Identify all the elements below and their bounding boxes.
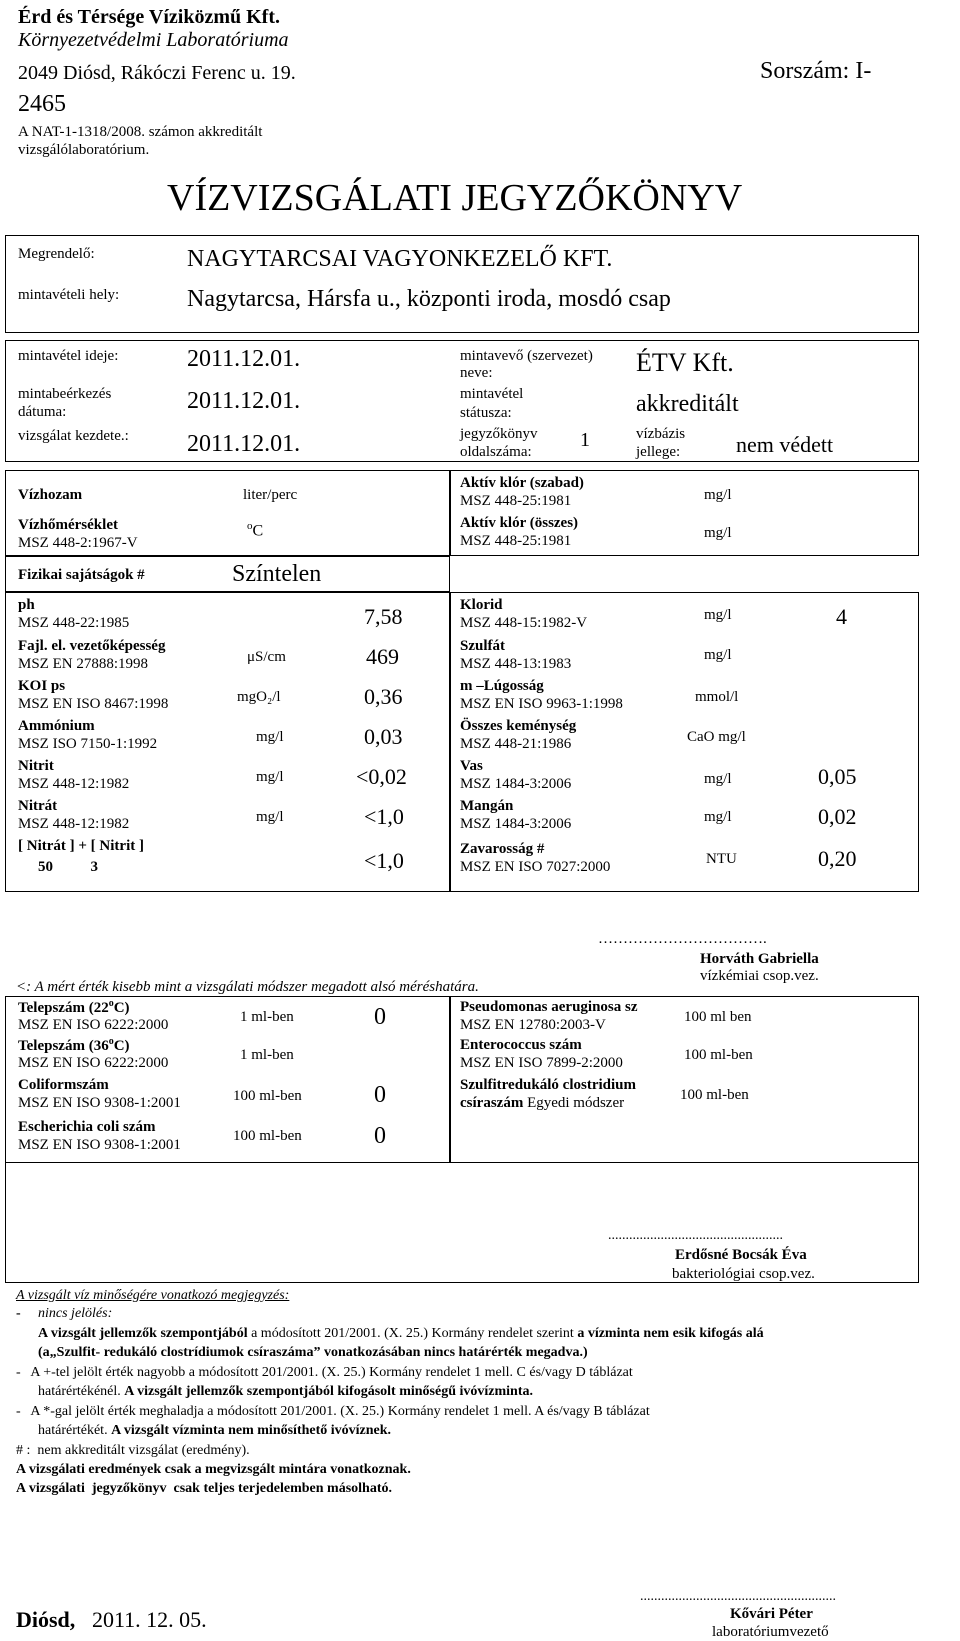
chem-right-unit-6: NTU (706, 851, 737, 867)
chem-signature-role: vízkémiai csop.vez. (700, 968, 819, 984)
chem-signature-dots: ……………………………. (598, 931, 767, 947)
lab-name: Környezetvédelmi Laboratóriuma (18, 29, 289, 51)
chem-left-value-3: 0,03 (364, 724, 403, 749)
note-2-line-1: - A +-tel jelölt érték nagyobb a módosított 201/2001. (X. 25.) Kormány rendelet 1 mell. C és/vagy D táblázat (16, 1365, 633, 1380)
arrival-label-1: mintabeérkezés (18, 386, 112, 402)
micro-right-name-2: Szulfitredukáló clostridium (460, 1077, 636, 1093)
chem-right-unit-5: mg/l (704, 809, 732, 825)
temp-label: Vízhőmérséklet (18, 517, 118, 533)
props-label: Fizikai sajátságok # (18, 567, 145, 583)
note-1-bold-2: a vízminta nem esik kifogás alá (577, 1326, 764, 1341)
sampler-label-1: mintavevő (szervezet) (460, 348, 593, 364)
micro-right-unit-1: 100 ml-ben (684, 1047, 753, 1063)
temp-unit-sup: o (247, 520, 253, 532)
chem-left-name-1: Fajl. el. vezetőképesség (18, 638, 166, 654)
micro-left-name-0-text: Telepszám (22 (18, 1000, 109, 1016)
footer-signature-name: Kővári Péter (730, 1606, 813, 1622)
note-2-line-2 (38, 1384, 533, 1401)
micro-lower-box (5, 1163, 919, 1283)
micro-left-name-0-end: C) (113, 1000, 130, 1016)
chem-left-method-4: MSZ 448-12:1982 (18, 776, 130, 792)
note-1-dash: - (16, 1306, 21, 1321)
chem-right-value-4: 0,05 (818, 764, 857, 789)
micro-left-name-1 (18, 1036, 130, 1055)
chem-left-name-2: KOI ps (18, 678, 66, 694)
page-title: VÍZVIZSGÁLATI JEGYZŐKÖNYV (167, 177, 743, 219)
temp-method: MSZ 448-2:1967-V (18, 535, 138, 551)
temp-unit-text: C (252, 522, 264, 540)
note-1-label: nincs jelölés: (38, 1306, 113, 1321)
chem-right-name-2: m –Lúgosság (460, 678, 544, 694)
micro-right-name-0: Pseudomonas aeruginosa sz (460, 999, 638, 1015)
chem-right-unit-0: mg/l (704, 607, 732, 623)
start-value: 2011.12.01. (187, 431, 301, 457)
chem-left-unit-5: mg/l (256, 809, 284, 825)
micro-right-unit-0: 100 ml ben (684, 1009, 752, 1025)
temp-unit (247, 520, 263, 541)
micro-left-name-0-sup: o (108, 998, 114, 1009)
micro-left-unit-3: 100 ml-ben (233, 1128, 302, 1144)
chlorine-total-unit: mg/l (704, 525, 732, 541)
chem-right-method-3: MSZ 448-21:1986 (460, 736, 572, 752)
sampling-time-value: 2011.12.01. (187, 346, 301, 372)
note-2-bold: A vizsgált jellemzők szempontjából kifogásolt minőségű ivóvízminta. (124, 1384, 533, 1399)
micro-left-name-0 (18, 998, 130, 1017)
ratio-divisors: 50 3 (38, 859, 98, 875)
bio-signature-dots: .................................................. (608, 1228, 783, 1243)
chem-right-method-1: MSZ 448-13:1983 (460, 656, 572, 672)
accreditation-line-1: A NAT-1-1318/2008. számon akkreditált (18, 124, 263, 140)
chem-left-method-0: MSZ 448-22:1985 (18, 615, 130, 631)
note-3-line-1: - A *-gal jelölt érték meghaladja a módosított 201/2001. (X. 25.) Kormány rendelet 1 mell. A és/vagy B táblázat (16, 1404, 650, 1419)
chem-right-value-0: 4 (836, 604, 847, 629)
chem-right-method-5: MSZ 1484-3:2006 (460, 816, 572, 832)
chem-left-name-0: ph (18, 597, 35, 613)
micro-left-value-0: 0 (374, 1004, 386, 1030)
serial-number: 2465 (18, 91, 66, 117)
chem-right-unit-1: mg/l (704, 647, 732, 663)
micro-right-method-0: MSZ EN 12780:2003-V (460, 1017, 606, 1033)
note-6: A vizsgálati jegyzőkönyv csak teljes terjedelemben másolható. (16, 1481, 392, 1496)
chem-right-unit-2: mmol/l (695, 689, 739, 705)
micro-left-method-2: MSZ EN ISO 9308-1:2001 (18, 1095, 181, 1111)
footer-signature-role: laboratóriumvezető (712, 1624, 829, 1640)
note-4: # : nem akkreditált vizsgálat (eredmény). (16, 1443, 250, 1458)
pages-value: 1 (580, 429, 590, 451)
company-name: Érd és Térsége Víziközmű Kft. (18, 6, 281, 28)
chem-right-name-5: Mangán (460, 798, 514, 814)
ratio-formula: [ Nitrát ] + [ Nitrit ] (18, 838, 144, 854)
serial-label: Sorszám: I- (760, 58, 872, 84)
pages-label-1: jegyzőkönyv (460, 426, 538, 442)
chlorine-free-unit: mg/l (704, 487, 732, 503)
chem-left-method-1: MSZ EN 27888:1998 (18, 656, 149, 672)
chem-right-value-5: 0,02 (818, 804, 857, 829)
chem-right-method-4: MSZ 1484-3:2006 (460, 776, 572, 792)
base-label-1: vízbázis (636, 426, 686, 442)
note-2-text: határértékénél. (38, 1384, 125, 1399)
chem-left-method-5: MSZ 448-12:1982 (18, 816, 130, 832)
sampler-label-2: neve: (460, 365, 493, 381)
detection-limit-note: <: A mért érték kisebb mint a vizsgálati módszer megadott alsó méréshatára. (16, 979, 479, 995)
site-label: mintavételi hely: (18, 287, 120, 303)
chem-left-value-5: <1,0 (364, 804, 404, 829)
micro-left-method-1: MSZ EN ISO 6222:2000 (18, 1055, 169, 1071)
orderer-value: NAGYTARCSAI VAGYONKEZELŐ KFT. (187, 246, 613, 272)
footer-place: Diósd, (16, 1607, 76, 1632)
status-value: akkreditált (636, 391, 739, 417)
micro-left-value-2: 0 (374, 1082, 386, 1108)
chem-right-name-1: Szulfát (460, 638, 505, 654)
micro-right-name-1: Enterococcus szám (460, 1037, 582, 1053)
lab-address: 2049 Diósd, Rákóczi Ferenc u. 19. (18, 62, 296, 84)
chlorine-total-method: MSZ 448-25:1981 (460, 533, 572, 549)
chem-left-method-3: MSZ ISO 7150-1:1992 (18, 736, 158, 752)
note-1-line-2: (a„Szulfit- redukáló clostrídiumok csíraszáma” vonatkozásában nincs határérték megadva.) (38, 1345, 588, 1360)
chem-left-name-3: Ammónium (18, 718, 95, 734)
note-3-line-2 (38, 1423, 391, 1440)
accreditation-line-2: vizsgálólaboratórium. (18, 142, 150, 158)
chem-right-unit-4: mg/l (704, 771, 732, 787)
props-value: Színtelen (232, 561, 322, 587)
flow-unit: liter/perc (243, 487, 298, 503)
micro-left-unit-1: 1 ml-ben (240, 1047, 294, 1063)
chem-right-name-4: Vas (460, 758, 483, 774)
chem-signature-name: Horváth Gabriella (700, 951, 819, 967)
arrival-value: 2011.12.01. (187, 388, 301, 414)
chem-left-value-1: 469 (366, 644, 399, 669)
chem-right-method-0: MSZ 448-15:1982-V (460, 615, 588, 631)
chem-left-name-4: Nitrit (18, 758, 54, 774)
chem-right-name-0: Klorid (460, 597, 503, 613)
chem-right-value-6: 0,20 (818, 846, 857, 871)
chem-left-name-5: Nitrát (18, 798, 58, 814)
bio-signature-role: bakteriológiai csop.vez. (672, 1266, 815, 1282)
status-label-2: státusza: (460, 405, 512, 421)
chem-right-method-2: MSZ EN ISO 9963-1:1998 (460, 696, 623, 712)
chem-left-unit-2: mgO₂/l (237, 689, 281, 705)
micro-left-method-3: MSZ EN ISO 9308-1:2001 (18, 1137, 181, 1153)
footer-date: 2011. 12. 05. (92, 1607, 207, 1632)
arrival-label-2: dátuma: (18, 404, 67, 420)
note-5: A vizsgálati eredmények csak a megvizsgált mintára vonatkoznak. (16, 1462, 411, 1477)
micro-left-unit-0: 1 ml-ben (240, 1009, 294, 1025)
chem-right-name-6: Zavarosság # (460, 841, 545, 857)
chlorine-free-method: MSZ 448-25:1981 (460, 493, 572, 509)
micro-left-name-1-sup: o (108, 1036, 114, 1047)
notes-heading: A vizsgált víz minőségére vonatkozó megjegyzés: (16, 1288, 290, 1303)
start-label: vizsgálat kezdete.: (18, 428, 129, 444)
micro-right-unit-2: 100 ml-ben (680, 1087, 749, 1103)
micro-right-method-2-text: Egyedi módszer (523, 1095, 625, 1111)
note-1-line-1 (38, 1326, 764, 1343)
site-value: Nagytarcsa, Hársfa u., központi iroda, mosdó csap (187, 286, 671, 312)
chlorine-free-label: Aktív klór (szabad) (460, 475, 584, 491)
note-1-bold-1: A vizsgált jellemzők szempontjából (38, 1326, 248, 1341)
note-3-bold: A vizsgált vízminta nem minősíthető ivóvíznek. (111, 1423, 392, 1438)
chem-left-unit-4: mg/l (256, 769, 284, 785)
sampling-time-label: mintavétel ideje: (18, 348, 119, 364)
micro-left-name-2: Coliformszám (18, 1077, 109, 1093)
bio-signature-name: Erdősné Bocsák Éva (675, 1247, 807, 1263)
flow-label: Vízhozam (18, 487, 83, 503)
chem-left-unit-3: mg/l (256, 729, 284, 745)
micro-left-method-0: MSZ EN ISO 6222:2000 (18, 1017, 169, 1033)
chem-left-unit-1: μS/cm (247, 649, 286, 665)
chem-left-method-2: MSZ EN ISO 8467:1998 (18, 696, 169, 712)
base-label-2: jellege: (636, 444, 681, 460)
orderer-label: Megrendelő: (18, 246, 95, 262)
note-3-text: határértékét. (38, 1423, 112, 1438)
micro-right-method-2 (460, 1094, 624, 1112)
chem-right-method-6: MSZ EN ISO 7027:2000 (460, 859, 611, 875)
chem-left-value-4: <0,02 (356, 764, 407, 789)
chem-right-name-3: Összes keménység (460, 718, 577, 734)
base-value: nem védett (736, 432, 834, 457)
micro-left-name-1-text: Telepszám (36 (18, 1038, 109, 1054)
micro-right-method-2-bold: csíraszám (460, 1095, 524, 1111)
micro-left-name-1-end: C) (113, 1038, 130, 1054)
chlorine-total-label: Aktív klór (összes) (460, 515, 579, 531)
note-1-text-1: a módosított 201/2001. (X. 25.) Kormány rendelet szerint (247, 1326, 578, 1341)
micro-right-method-1: MSZ EN ISO 7899-2:2000 (460, 1055, 623, 1071)
footer-signature-dots: ........................................................ (640, 1589, 836, 1604)
micro-left-value-3: 0 (374, 1123, 386, 1149)
ratio-value: <1,0 (364, 848, 404, 873)
micro-left-name-3: Escherichia coli szám (18, 1119, 156, 1135)
pages-label-2: oldalszáma: (460, 444, 532, 460)
chem-left-value-2: 0,36 (364, 684, 403, 709)
sampler-value: ÉTV Kft. (636, 348, 734, 377)
status-label-1: mintavétel (460, 386, 524, 402)
micro-left-unit-2: 100 ml-ben (233, 1088, 302, 1104)
chem-right-unit-3: CaO mg/l (687, 729, 746, 745)
chem-left-value-0: 7,58 (364, 604, 403, 629)
